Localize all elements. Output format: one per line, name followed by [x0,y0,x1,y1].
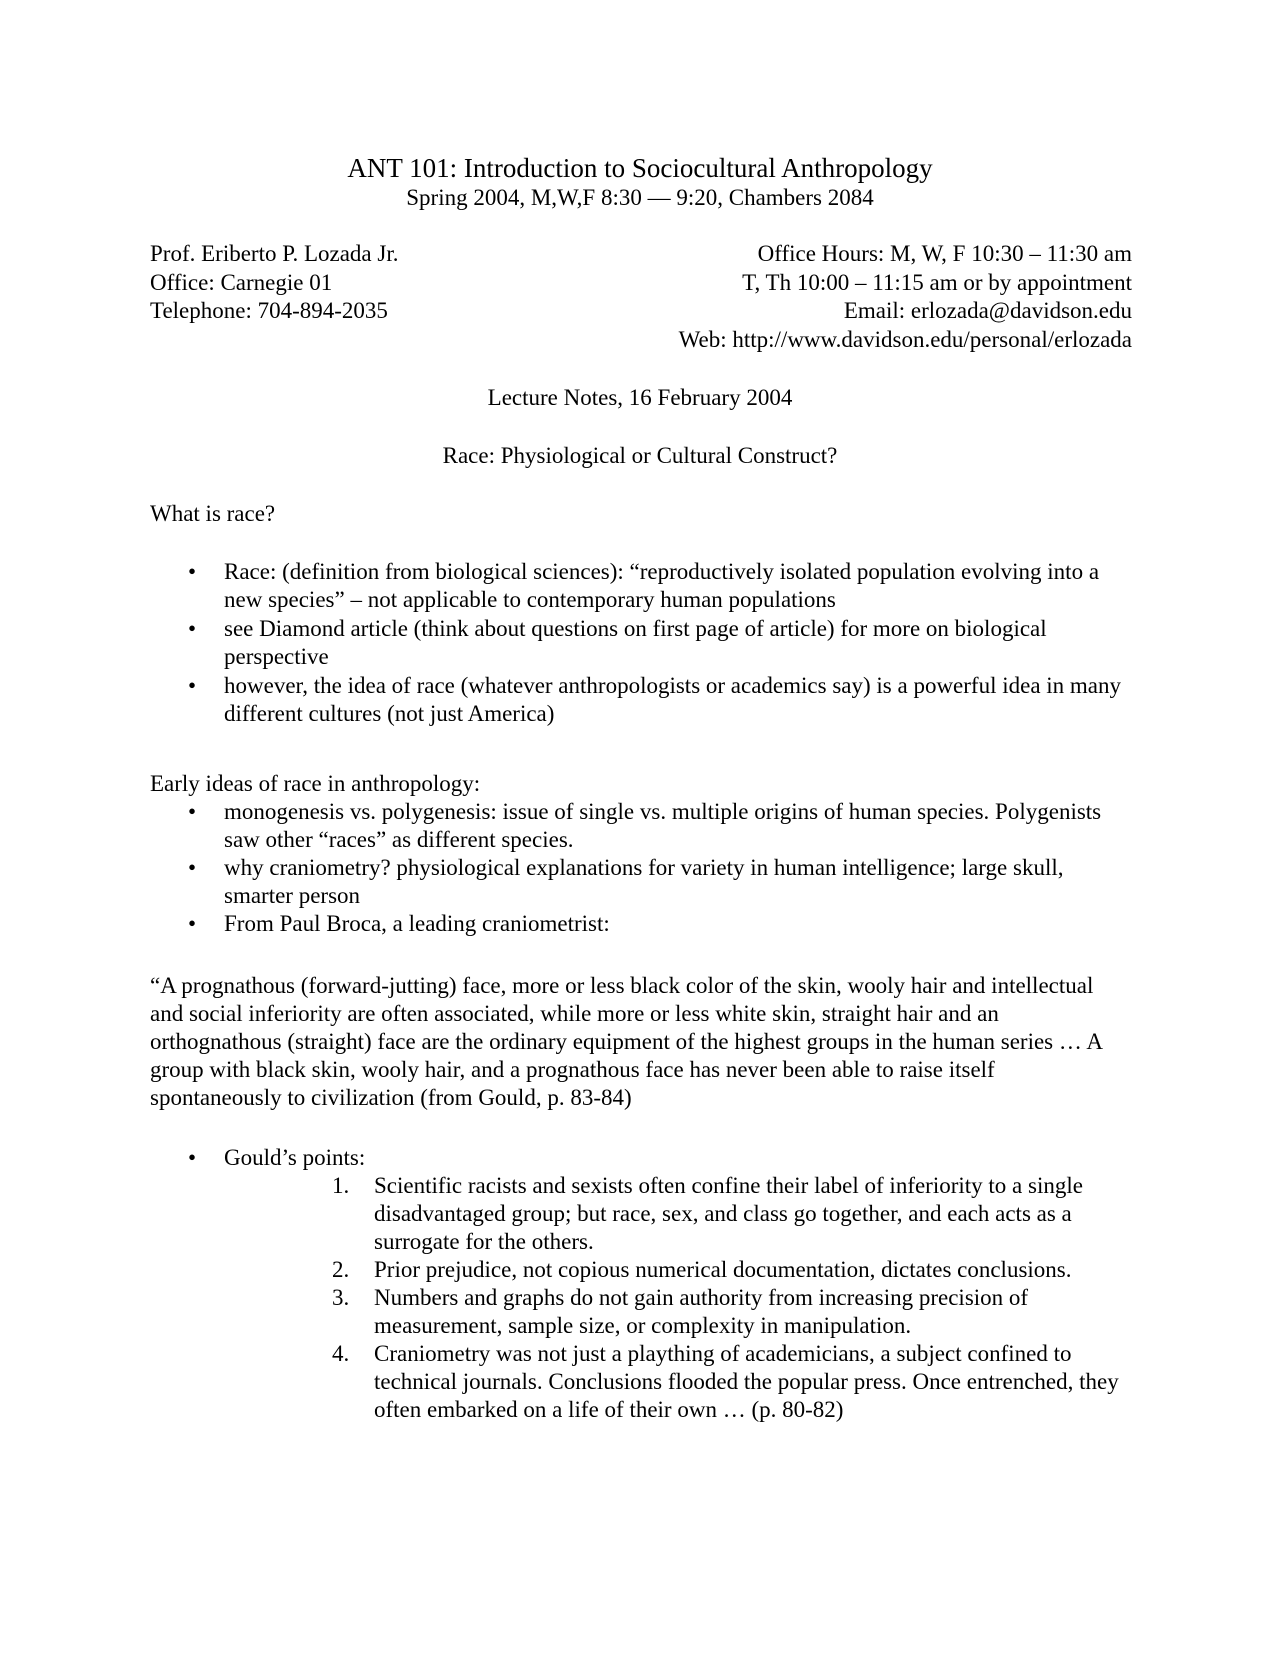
item-number: 3. [332,1285,350,1310]
bullet-item: • monogenesis vs. polygenesis: issue of single vs. multiple origins of human species. Polygenists saw other “races” as different species. [150,798,1130,854]
item-number: 2. [332,1257,350,1282]
office-hours-line-2: T, Th 10:00 – 11:15 am or by appointment [742,269,1132,295]
bullet-item: • Race: (definition from biological sciences): “reproductively isolated population evolving into a new species” – not applicable to contemporary human populations [150,558,1130,614]
item-text: Scientific racists and sexists often confine their label of inferiority to a single disadvantaged group; but race, sex, and class go together, and each acts as a surrogate for the others. [374,1173,1083,1254]
office-hours-contact [512,240,1132,354]
bullet-list-gould [150,1144,1130,1424]
office-hours-line-1: Office Hours: M, W, F 10:30 – 11:30 am [757,241,1132,266]
section-heading-early-ideas: Early ideas of race in anthropology: [150,771,481,796]
numbered-item [224,1284,1130,1340]
instructor-telephone: Telephone: 704-894-2035 [150,298,388,323]
bullet-item: • however, the idea of race (whatever anthropologists or academics say) is a powerful idea in many different cultures (not just America) [150,672,1130,728]
bullet-list-early-ideas [150,798,1130,938]
course-title: ANT 101: Introduction to Sociocultural Anthropology [347,153,933,183]
broca-quote: “A prognathous (forward-jutting) face, more or less black color of the skin, wooly hair and intellectual and social inferiority are often associated, while more or less white skin, straight hair and an orthognathous (straight) face are the ordinary equipment of the highest groups in the human series … A group with black skin, wooly hair, and a prognathous face has never been able to raise itself spontaneously to civilization (from Gould, p. 83-84) [150,973,1102,1110]
section-heading-what-is-race: What is race? [150,501,276,526]
item-text: Craniometry was not just a plaything of academicians, a subject confined to technical journals. Conclusions flooded the popular press. Once entrenched, they often embarked on a life of their own … (p. 80-82) [374,1341,1119,1422]
bullet-item: • why craniometry? physiological explanations for variety in human intelligence; large skull, smarter person [150,854,1130,910]
instructor-name: Prof. Eriberto P. Lozada Jr. [150,241,399,266]
item-text: Prior prejudice, not copious numerical documentation, dictates conclusions. [374,1257,1072,1282]
bullet-item: • see Diamond article (think about questions on first page of article) for more on biological perspective [150,615,1130,671]
lecture-date: Lecture Notes, 16 February 2004 [487,385,793,410]
item-number: 1. [332,1173,350,1198]
bullet-item: • Gould’s points: [150,1144,1130,1172]
lecture-topic: Race: Physiological or Cultural Construct? [442,443,838,468]
numbered-item [224,1340,1130,1424]
instructor-office: Office: Carnegie 01 [150,269,333,295]
item-number: 4. [332,1341,350,1366]
numbered-item [224,1172,1130,1256]
bullet-list-race-definition [150,558,1130,729]
gould-points-list [224,1172,1130,1424]
item-text: Numbers and graphs do not gain authority from increasing precision of measurement, sample size, or complexity in manipulation. [374,1285,1029,1338]
course-schedule: Spring 2004, M,W,F 8:30 — 9:20, Chambers 2084 [406,185,874,210]
instructor-web: Web: http://www.davidson.edu/personal/erlozada [678,326,1132,352]
bullet-item: • From Paul Broca, a leading craniometrist: [150,910,1130,938]
instructor-email: Email: erlozada@davidson.edu [843,298,1132,323]
numbered-item [224,1256,1130,1284]
